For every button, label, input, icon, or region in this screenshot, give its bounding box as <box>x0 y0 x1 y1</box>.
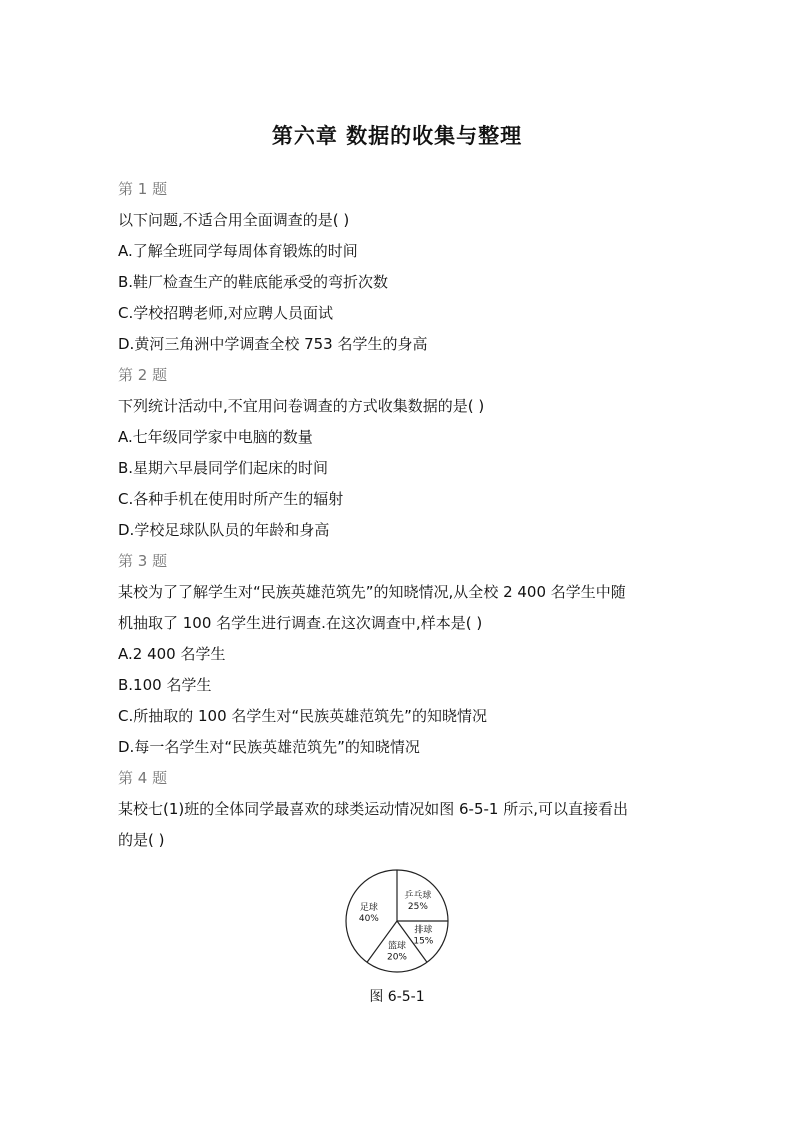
question-line: D.学校足球队队员的年龄和身高 <box>118 521 330 539</box>
pie-figure <box>0 866 794 1006</box>
question-heading: 第 3 题 <box>118 552 168 570</box>
question-line: D.每一名学生对“民族英雄范筑先”的知晓情况 <box>118 738 420 756</box>
question-block <box>118 763 688 856</box>
question-line: 下列统计活动中,不宜用问卷调查的方式收集数据的是( ) <box>118 397 485 415</box>
question-line: 某校为了了解学生对“民族英雄范筑先”的知晓情况,从全校 2 400 名学生中随 <box>118 583 626 601</box>
question-block <box>118 360 688 546</box>
question-heading: 第 1 题 <box>118 180 168 198</box>
question-line: D.黄河三角洲中学调查全校 753 名学生的身高 <box>118 335 428 353</box>
question-line: B.100 名学生 <box>118 676 212 694</box>
question-heading: 第 2 题 <box>118 366 168 384</box>
pie-slice-value: 20% <box>386 952 408 963</box>
question-heading: 第 4 题 <box>118 769 168 787</box>
question-line: 的是( ) <box>118 831 165 849</box>
question-line: C.各种手机在使用时所产生的辐射 <box>118 490 344 508</box>
question-line: A.了解全班同学每周体育锻炼的时间 <box>118 242 358 260</box>
question-line: C.学校招聘老师,对应聘人员面试 <box>118 304 334 322</box>
chapter-title: 第六章 数据的收集与整理 <box>271 124 523 148</box>
pie-chart <box>342 866 452 976</box>
question-line: C.所抽取的 100 名学生对“民族英雄范筑先”的知晓情况 <box>118 707 487 725</box>
pie-slice-label: 乒乓球 <box>404 891 432 902</box>
question-line: A.2 400 名学生 <box>118 645 226 663</box>
pie-slice-label: 足球 <box>359 902 378 913</box>
pie-slice-value: 40% <box>358 913 379 924</box>
question-line: B.星期六早晨同学们起床的时间 <box>118 459 329 477</box>
question-block <box>118 174 688 360</box>
figure-caption: 图 6-5-1 <box>369 989 425 1005</box>
question-line: 机抽取了 100 名学生进行调查.在这次调查中,样本是( ) <box>118 614 483 632</box>
question-block <box>118 546 688 763</box>
questions-container <box>118 174 688 856</box>
pie-slice-label: 排球 <box>414 925 433 936</box>
question-line: B.鞋厂检查生产的鞋底能承受的弯折次数 <box>118 273 389 291</box>
question-line: A.七年级同学家中电脑的数量 <box>118 428 313 446</box>
pie-slice-value: 15% <box>413 936 434 947</box>
question-line: 以下问题,不适合用全面调查的是( ) <box>118 211 350 229</box>
pie-slice-label: 篮球 <box>387 941 407 952</box>
question-line: 某校七(1)班的全体同学最喜欢的球类运动情况如图 6-5-1 所示,可以直接看出 <box>118 800 629 818</box>
pie-slice-value: 25% <box>407 902 428 913</box>
